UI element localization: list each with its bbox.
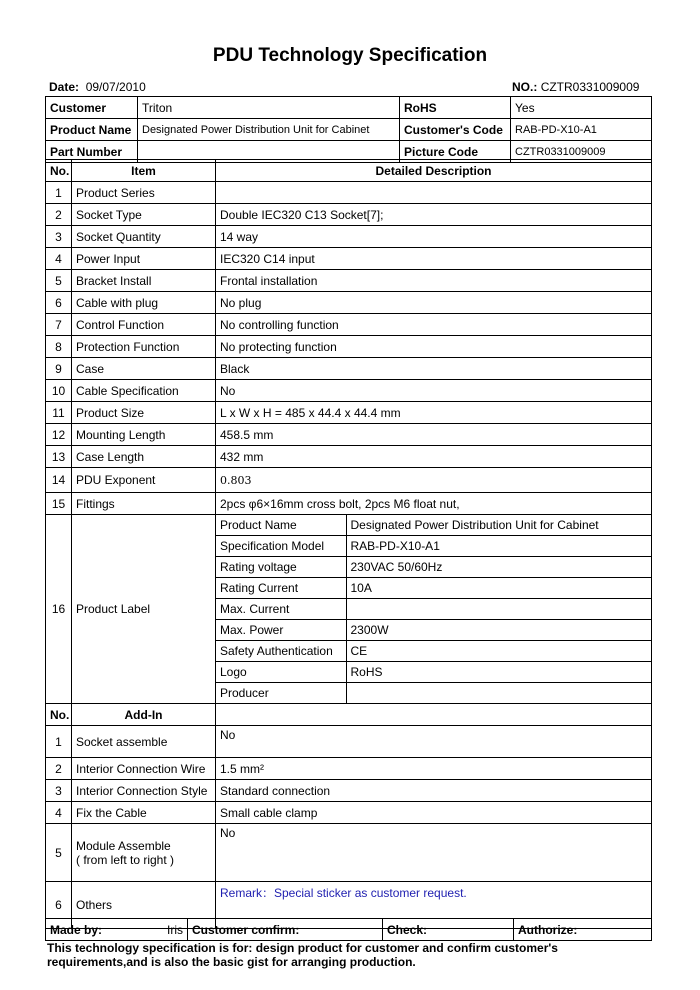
spec-row (46, 468, 652, 493)
spec-row-no: 3 (46, 226, 72, 248)
addin-no-header: No. (46, 704, 72, 726)
product-label-field-name: Specification Model (216, 536, 346, 557)
addin-title: Add-In (72, 704, 216, 726)
product-label-item: Product Label (72, 515, 216, 704)
spec-row-item: Fittings (72, 493, 216, 515)
date-line (49, 80, 146, 94)
header-table (45, 96, 652, 163)
spec-row-no: 1 (46, 182, 72, 204)
spec-row-item: Socket Quantity (72, 226, 216, 248)
spec-row (46, 270, 652, 292)
product-label-field-value: RoHS (346, 662, 651, 683)
product-label-field-value (346, 683, 651, 704)
addin-item: Interior Connection Wire (72, 758, 216, 780)
spec-row-desc: L x W x H = 485 x 44.4 x 44.4 mm (216, 402, 652, 424)
addin-item: Interior Connection Style (72, 780, 216, 802)
product-label-field-value: 2300W (346, 620, 651, 641)
number-line (512, 80, 639, 94)
product-label-field-value (346, 599, 651, 620)
check-label: Check: (383, 919, 514, 941)
spec-row-desc: 458.5 mm (216, 424, 652, 446)
product-label-field-name: Safety Authentication (216, 641, 346, 662)
addin-desc: 1.5 mm² (216, 758, 652, 780)
col-desc-header: Detailed Description (216, 160, 652, 182)
spec-row-item: Bracket Install (72, 270, 216, 292)
addin-desc: No (216, 726, 652, 758)
spec-row-item: Product Series (72, 182, 216, 204)
addin-item-multiline (72, 824, 216, 882)
spec-row (46, 358, 652, 380)
addin-no: 2 (46, 758, 72, 780)
spec-row-desc: 2pcs φ6×16mm cross bolt, 2pcs M6 float nut, (216, 493, 652, 515)
spec-row-desc: Double IEC320 C13 Socket[7]; (216, 204, 652, 226)
spec-row (46, 380, 652, 402)
remark-text: Remark：Special sticker as customer request. (216, 882, 652, 929)
spec-row-desc: No plug (216, 292, 652, 314)
signoff-table (45, 918, 652, 941)
product-label-grid-cell (216, 515, 652, 704)
product-label-field-value: 10A (346, 578, 651, 599)
header-row-product (46, 119, 652, 141)
spec-row-item: Case Length (72, 446, 216, 468)
spec-row-no: 2 (46, 204, 72, 226)
product-label-grid (216, 515, 651, 703)
addin-desc: Small cable clamp (216, 802, 652, 824)
header-row-customer (46, 97, 652, 119)
spec-header-row (46, 160, 652, 182)
product-label-field (216, 641, 651, 662)
addin-no: 6 (46, 882, 72, 929)
spec-row-item: Control Function (72, 314, 216, 336)
addin-row (46, 802, 652, 824)
spec-row-item: PDU Exponent (72, 468, 216, 493)
spec-row (46, 336, 652, 358)
spec-row-desc: No controlling function (216, 314, 652, 336)
spec-row-no: 13 (46, 446, 72, 468)
product-label-field-name: Rating voltage (216, 557, 346, 578)
spec-row-desc (216, 182, 652, 204)
spec-row-desc: Frontal installation (216, 270, 652, 292)
spec-row (46, 446, 652, 468)
addin-item: Fix the Cable (72, 802, 216, 824)
col-item-header: Item (72, 160, 216, 182)
spec-row-item: Mounting Length (72, 424, 216, 446)
spec-row-no: 7 (46, 314, 72, 336)
spec-row-no: 4 (46, 248, 72, 270)
product-label-field-value: Designated Power Distribution Unit for Cabinet (346, 515, 651, 536)
spec-row (46, 314, 652, 336)
spec-row-no: 15 (46, 493, 72, 515)
spec-row-desc: No (216, 380, 652, 402)
addin-no: 3 (46, 780, 72, 802)
spec-table (45, 159, 652, 929)
product-label-field (216, 578, 651, 599)
addin-header-row (46, 704, 652, 726)
product-label-field-name: Producer (216, 683, 346, 704)
product-label-field-value: RAB-PD-X10-A1 (346, 536, 651, 557)
spec-row-no: 12 (46, 424, 72, 446)
product-label-field-value: 230VAC 50/60Hz (346, 557, 651, 578)
customer-value: Triton (138, 97, 400, 119)
spec-row-item: Cable Specification (72, 380, 216, 402)
addin-item: Socket assemble (72, 726, 216, 758)
product-label-field-name: Max. Power (216, 620, 346, 641)
addin-desc: No (216, 824, 652, 882)
spec-row-no: 14 (46, 468, 72, 493)
customers-code-label: Customer's Code (400, 119, 511, 141)
document-title: PDU Technology Specification (212, 45, 488, 66)
product-label-field (216, 515, 651, 536)
product-name-value: Designated Power Distribution Unit for Cabinet (138, 119, 400, 141)
spec-row-desc: IEC320 C14 input (216, 248, 652, 270)
addin-desc: Standard connection (216, 780, 652, 802)
spec-row (46, 402, 652, 424)
number-value: CZTR0331009009 (540, 80, 640, 94)
spec-row-item: Case (72, 358, 216, 380)
spec-row-item: Product Size (72, 402, 216, 424)
spec-row-item: Power Input (72, 248, 216, 270)
spec-row-no: 5 (46, 270, 72, 292)
product-label-field (216, 683, 651, 704)
product-name-label: Product Name (46, 119, 138, 141)
picture-code-label: Picture Code (400, 141, 511, 163)
spec-row-desc: 0.803 (216, 468, 652, 493)
product-label-field-name: Max. Current (216, 599, 346, 620)
addin-item-line1: Module Assemble (76, 838, 171, 853)
spec-row-desc: Black (216, 358, 652, 380)
addin-row (46, 824, 652, 882)
product-label-field (216, 557, 651, 578)
product-label-no: 16 (46, 515, 72, 704)
spec-row (46, 493, 652, 515)
signoff-row (46, 919, 652, 941)
addin-item: Others (72, 882, 216, 929)
addin-row (46, 780, 652, 802)
product-label-row (46, 515, 652, 704)
picture-code-value: CZTR0331009009 (511, 141, 652, 163)
made-by-value: Iris (167, 922, 183, 937)
spec-row-no: 8 (46, 336, 72, 358)
customer-confirm-label: Customer confirm: (188, 919, 383, 941)
number-label: NO.: (512, 80, 538, 94)
customer-label: Customer (46, 97, 138, 119)
spec-row (46, 204, 652, 226)
footer-note: This technology specification is for: design product for customer and confirm customer's requirements,and is also the basic gist for arranging production. (47, 941, 558, 969)
part-number-label: Part Number (46, 141, 138, 163)
addin-no: 1 (46, 726, 72, 758)
spec-row-desc: 14 way (216, 226, 652, 248)
product-label-field (216, 620, 651, 641)
made-by-cell (46, 919, 188, 941)
spec-row-no: 11 (46, 402, 72, 424)
spec-row (46, 424, 652, 446)
addin-no: 5 (46, 824, 72, 882)
spec-row-item: Cable with plug (72, 292, 216, 314)
product-label-field (216, 599, 651, 620)
spec-row (46, 182, 652, 204)
spec-row (46, 248, 652, 270)
spec-row-desc: No protecting function (216, 336, 652, 358)
addin-header-blank (216, 704, 652, 726)
product-label-field-name: Logo (216, 662, 346, 683)
product-label-field (216, 662, 651, 683)
spec-row (46, 226, 652, 248)
customers-code-value: RAB-PD-X10-A1 (511, 119, 652, 141)
addin-item-line2: ( from left to right ) (76, 852, 175, 867)
product-label-field-value: CE (346, 641, 651, 662)
spec-row-no: 10 (46, 380, 72, 402)
rohs-label: RoHS (400, 97, 511, 119)
col-no-header: No. (46, 160, 72, 182)
rohs-value: Yes (511, 97, 652, 119)
addin-row (46, 726, 652, 758)
spec-row-desc: 432 mm (216, 446, 652, 468)
spec-row-item: Protection Function (72, 336, 216, 358)
date-value: 09/07/2010 (85, 80, 146, 94)
spec-row-no: 9 (46, 358, 72, 380)
spec-row (46, 292, 652, 314)
addin-no: 4 (46, 802, 72, 824)
spec-row-item: Socket Type (72, 204, 216, 226)
addin-row (46, 758, 652, 780)
spec-row-no: 6 (46, 292, 72, 314)
made-by-label: Made by: (50, 922, 103, 937)
authorize-label: Authorize: (514, 919, 652, 941)
product-label-field-name: Product Name (216, 515, 346, 536)
product-label-field (216, 536, 651, 557)
date-label: Date: (49, 80, 80, 94)
product-label-field-name: Rating Current (216, 578, 346, 599)
